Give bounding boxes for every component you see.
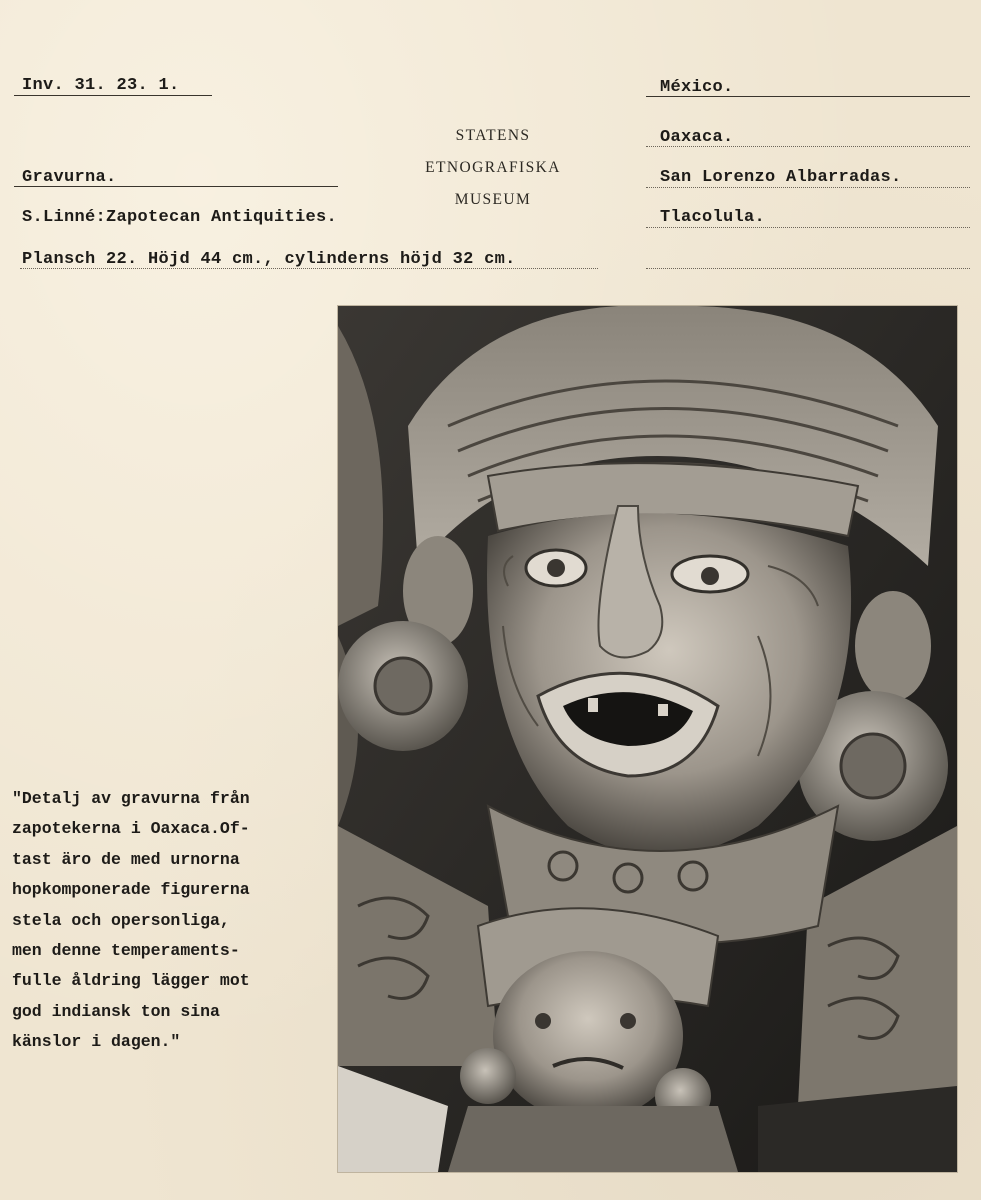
- description-quote: [12, 784, 332, 1058]
- object-rule: [14, 186, 338, 187]
- quote-line: känslor i dagen.": [12, 1032, 181, 1052]
- inventory-number: Inv. 31. 23. 1.: [22, 76, 180, 95]
- urn-photograph: [338, 306, 957, 1172]
- quote-line: men denne temperaments-: [12, 941, 240, 961]
- museum-line-3: MUSEUM: [454, 191, 532, 208]
- state-field: Oaxaca.: [660, 128, 734, 147]
- blank-rule: [646, 268, 970, 269]
- country-rule: [646, 96, 970, 97]
- district-rule: [646, 227, 970, 228]
- quote-line: stela och opersonliga,: [12, 910, 230, 930]
- quote-line: tast äro de med urnorna: [12, 849, 240, 869]
- dimensions-rule: [20, 268, 598, 269]
- reference-field: S.Linné:Zapotecan Antiquities.: [22, 208, 338, 227]
- quote-line: god indiansk ton sina: [12, 1001, 220, 1021]
- inventory-rule: [14, 95, 212, 96]
- quote-line: fulle åldring lägger mot: [12, 971, 250, 991]
- quote-line: hopkomponerade figurerna: [12, 880, 250, 900]
- quote-line: zapotekerna i Oaxaca.Of-: [12, 819, 250, 839]
- country-field: México.: [660, 78, 734, 97]
- museum-stamp: [400, 120, 586, 216]
- museum-line-2: ETNOGRAFISKA: [425, 159, 561, 176]
- state-rule: [646, 146, 970, 147]
- district-field: Tlacolula.: [660, 208, 766, 227]
- museum-line-1: STATENS: [455, 127, 531, 144]
- locality-field: San Lorenzo Albarradas.: [660, 168, 902, 187]
- quote-line: "Detalj av gravurna från: [12, 789, 250, 808]
- object-name-field: Gravurna.: [22, 168, 117, 187]
- dimensions-field: Plansch 22. Höjd 44 cm., cylinderns höjd 32 cm.: [22, 250, 516, 269]
- locality-rule: [646, 187, 970, 188]
